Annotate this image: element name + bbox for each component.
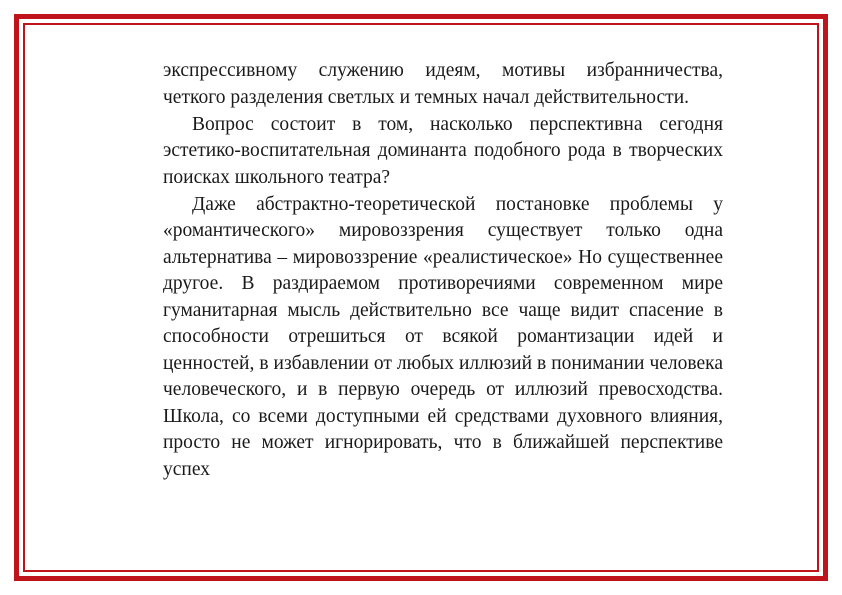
paragraph-question: Вопрос состоит в том, насколько перспективна сегодня эстетико-воспитательная доминанта подобного рода в творческих поисках школьного театра? [163,113,723,188]
paragraph-continuation: экспрессивному служению идеям, мотивы избранничества, четкого разделения светлых и темных начал действительности. [163,60,723,108]
paragraph-argument: Даже абстрактно-теоретической постановке проблемы у «романтического» мировоззрения существует только одна альтернатива – мировоззрение «реалистическое» Но существеннее другое. В раздираемом противоречиями современном мире гуманитарная мысль действительно все чаще видит спасение в способности отрешиться от всякой романтизации идей и ценностей, в избавлении от любых иллюзий в понимании человека человеческого, и в первую очередь от иллюзий превосходства. Школа, со всеми доступными ей средствами духовного влияния, просто не может игнорировать, что в ближайшей перспективе успех [163,193,723,480]
document-body [163,58,723,484]
